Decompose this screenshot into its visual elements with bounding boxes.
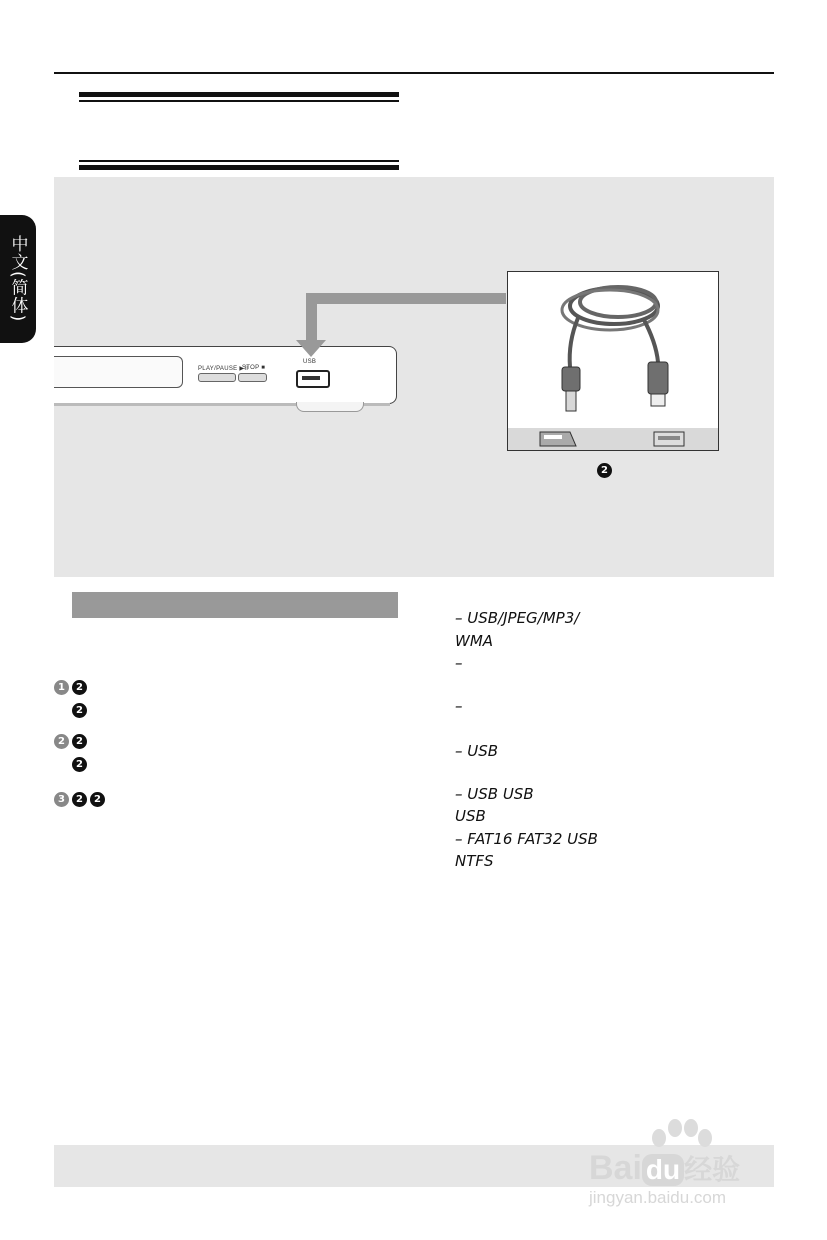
language-tab[interactable] xyxy=(0,215,36,343)
usb-cable-illustration xyxy=(507,271,719,451)
note-line: – USB xyxy=(455,742,499,760)
header-rule xyxy=(54,72,774,74)
note-line: – USB USB xyxy=(455,785,534,803)
usb-cable-icon xyxy=(508,272,718,450)
play-pause-label: PLAY/PAUSE ▶II xyxy=(198,366,249,372)
note-line: USB xyxy=(455,807,486,825)
step-marker: 2 xyxy=(72,680,87,695)
note-line: – xyxy=(455,654,463,672)
step-number: 2 xyxy=(54,734,69,749)
step-marker: 2 xyxy=(72,734,87,749)
title-rule-top xyxy=(79,92,399,102)
arrow-head-icon xyxy=(296,340,326,357)
step-marker: 2 xyxy=(72,703,87,718)
usb-port-illustration xyxy=(296,370,330,388)
play-pause-button-illustration xyxy=(198,373,236,382)
watermark-brand: Bai xyxy=(589,1149,642,1187)
step-marker: 2 xyxy=(72,792,87,807)
figure-callout xyxy=(597,460,612,479)
device-foot xyxy=(296,402,364,412)
step-marker: 2 xyxy=(90,792,105,807)
disc-tray xyxy=(54,356,183,388)
usb-port-label: USB xyxy=(303,359,317,365)
step-2 xyxy=(54,734,87,749)
step-1-line-2 xyxy=(72,703,87,718)
language-tab-label: 中文(简体) xyxy=(7,235,28,323)
watermark-url: jingyan.baidu.com xyxy=(589,1188,727,1207)
note-line: – USB/JPEG/MP3/ xyxy=(455,609,580,627)
stop-label: STOP ■ xyxy=(242,365,266,371)
section-header-bar xyxy=(72,592,398,618)
note-line: – xyxy=(455,697,463,715)
step-number: 3 xyxy=(54,792,69,807)
step-3 xyxy=(54,792,105,807)
step-1 xyxy=(54,680,87,695)
title-rule-bottom xyxy=(79,160,399,170)
arrow-connector xyxy=(306,293,506,304)
note-line: NTFS xyxy=(455,852,494,870)
note-line: – FAT16 FAT32 USB xyxy=(455,830,598,848)
watermark-brand-cn: 经验 xyxy=(684,1154,741,1185)
callout-number: 2 xyxy=(597,463,612,478)
step-number: 1 xyxy=(54,680,69,695)
arrow-connector-vertical xyxy=(306,293,317,340)
baidu-watermark xyxy=(585,1118,785,1208)
watermark-brand-paw: du xyxy=(642,1154,684,1186)
stop-button-illustration xyxy=(238,373,267,382)
step-2-line-2 xyxy=(72,757,87,772)
step-marker: 2 xyxy=(72,757,87,772)
note-line: WMA xyxy=(455,632,494,650)
